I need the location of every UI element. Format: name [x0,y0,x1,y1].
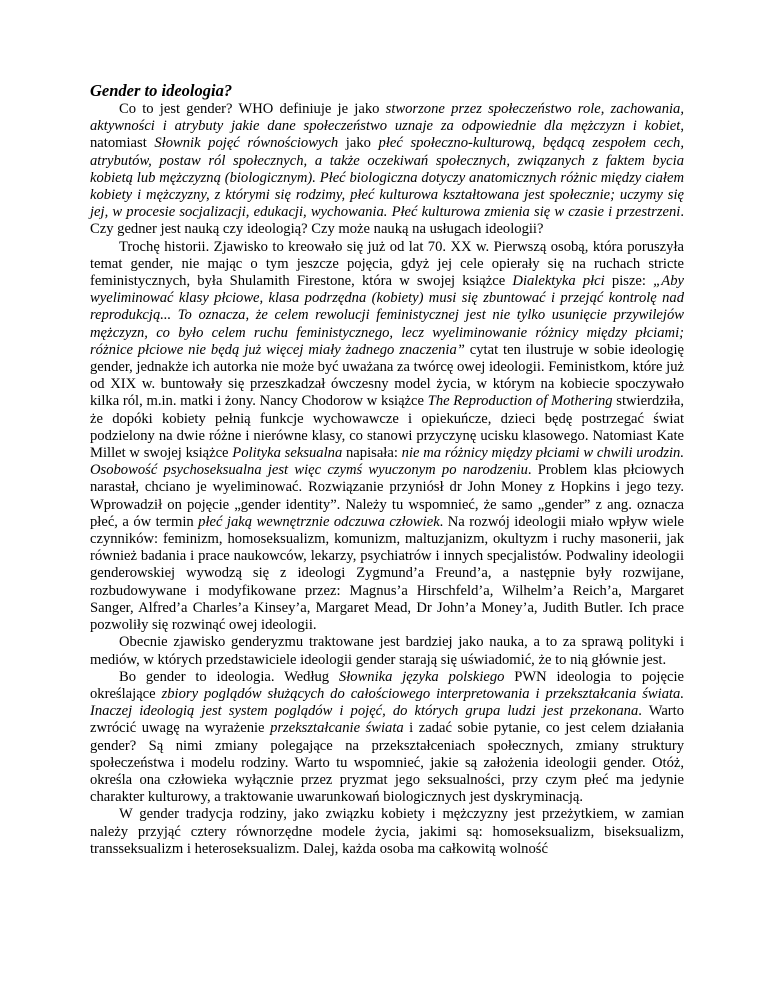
text-run: W gender tradycja rodziny, jako związku kobiety i mężczyzny jest przeżytkiem, w zamian należy przyjąć cztery równorzędne modele życia, jakimi są: homoseksualizm, biseksualizm, transseksualizm i heteroseksualizm. Dalej, każda osoba ma całkowitą wolność [90,806,684,857]
text-run: stwierdziła, że dopóki kobiety pełnią funkcje wychowawcze i opiekuńcze, dzieci będę postrzegać świat podzielony na dwie różne i nierówne klasy, co stanowi przyczynę ucisku klasowego. Natomiast Kate Millet w swojej książce [90,393,684,462]
text-run: . Problem klas płciowych narastał, chciano je wyeliminować. Rozwiązanie przyniósł dr John Money z Hopkins i jego tezy. Wprowadził on pojęcie „gender identity”. Należy tu wspomnieć, że samo „gender” z ang. oznacza płeć, a ów termin [90,462,684,530]
text-run: Obecnie zjawisko genderyzmu traktowane jest bardziej jako nauka, a to za sprawą polityki i mediów, w których przedstawiciele ideologii gender starają się uświadomić, że to nią głównie jest. [90,634,684,668]
text-run: . Czy gedner jest nauką czy ideologią? Czy może nauką na usługach ideologii? [90,204,684,238]
text-run: Trochę historii. Zjawisko to kreowało się już od lat 70. XX w. Pierwszą osobą, która poruszyła temat gender, nie mając o tym jeszcze pojęcia, gdyż jej cele opierały się na ruchach stricte feministycznych, była Shulamith Firestone, która w swojej książce [90,238,684,290]
text-run: . Warto zwrócić uwagę na wyrażenie [90,703,685,737]
italic-text: Słownik pojęć równościowych [154,135,339,152]
document-page [90,81,684,858]
text-run: PWN ideologia to pojęcie określające [90,668,684,702]
text-run: jako [338,135,379,152]
paragraph [90,806,684,858]
italic-text: „Aby wyeliminować klasy płciowe, klasa podrzędna (kobiety) musi się zbuntować i przejąć kontrolę nad reprodukcją... To oznacza, że celem rewolucji feministycznej jest nie tylko usunięcie przywilejów mężczyzn, co było celem ruchu feministycznego, lecz wyeliminowanie różnicy między płciami; różnice płciowe nie będą już więcej miały żadnego znaczenia” [90,273,684,358]
paragraph [90,634,684,668]
italic-text: płeć jaką wewnętrznie odczuwa człowiek [198,513,440,530]
italic-text: Dialektyka płci [512,273,605,290]
italic-text: Polityka seksualna [232,445,343,462]
text-run: i zadać sobie pytanie, co jest celem działania gender? Są nimi zmiany polegające na przekształceniach społecznych, zmiany struktury społeczeństwa i modelu rodziny. Warto tu wspomnieć, jakie są założenia ideologii gender. Otóż, określa ona człowieka wyłącznie przez pryzmat jego seksualności, przy czym płeć ma jedynie charakter kulturowy, a traktowanie uwarunkowań biologicznych jest dyskryminacją. [90,720,684,806]
italic-text: nie ma różnicy między płciami w chwili urodzin. Osobowość psychoseksualna jest więc czymś wyuczonym po narodzeniu [90,445,684,479]
text-run: Co to jest gender? WHO definiuje je jako [119,101,386,117]
text-run: Bo gender to ideologia. Według [119,668,339,685]
text-run: napisała: [342,445,402,462]
italic-text: przekształcanie świata [270,720,404,737]
text-run: cytat ten ilustruje w sobie ideologię gender, jednakże ich autorka nie może być uważana za twórcę owej ideologii. Feministkom, które już od XIX w. buntowały się przeszkadzał ówczesny model życia, w którym na kobiecie spoczywało kilka ról, m.in. matki i żony. Nancy Chodorow w książce [90,341,685,410]
document-title: Gender to ideologia? [90,81,233,100]
italic-text: płeć społeczno-kulturową, będącą zespołem cech, atrybutów, postaw ról społecznych, a także oczekiwań społecznych, związanych z faktem bycia kobietą lub mężczyzną (biologicznym). Płeć biologiczna dotyczy anatomicznych różnic między ciałem kobiety i mężczyzny, z którymi się rodzimy, płeć kulturowa kształtowana jest społecznie; uczymy się jej, w procesie socjalizacji, edukacji, wychowania. Płeć kulturowa zmienia się w czasie i przestrzeni [90,135,684,221]
italic-text: zbiory poglądów służących do całościowego interpretowania i przekształcania świata. Inaczej ideologią jest system poglądów i pojęć, do których grupa ludzi jest przekonana [90,685,685,720]
italic-text: Słownika języka polskiego [338,668,505,685]
paragraph [90,101,684,239]
document-body [90,101,684,858]
italic-text: The Reproduction of Mothering [427,393,613,410]
paragraph [90,669,684,807]
text-run: . Na rozwój ideologii miało wpływ wiele czynników: feminizm, homoseksualizm, komunizm, maltuzjanizm, okultyzm i ruchy masonerii, jak również badania i prace naukowców, lekarzy, psychiatrów i innych specjalistów. Podwaliny ideologii genderowskiej wywodzą się z ideologi Zygmund’a Freund’a, a następnie były rozwijane, rozbudowywane i modyfikowane przez: Magnus’a Hirschfeld’a, Wilhelm’a Reich’a, Margaret Sanger, Alfred’a Charles’a Kinsey’a, Margaret Mead, Dr John’a Money’a, Judith Butler. Ich prace pozwoliły się rozwinąć owej ideologii. [90,513,684,634]
paragraph [90,239,684,635]
italic-text: stworzone przez społeczeństwo role, zachowania, aktywności i atrybuty jakie dane społeczeństwo uznaje za odpowiednie dla mężczyzn i kobiet [90,101,685,135]
text-run: , natomiast [90,118,684,152]
text-run: pisze: [604,273,654,290]
